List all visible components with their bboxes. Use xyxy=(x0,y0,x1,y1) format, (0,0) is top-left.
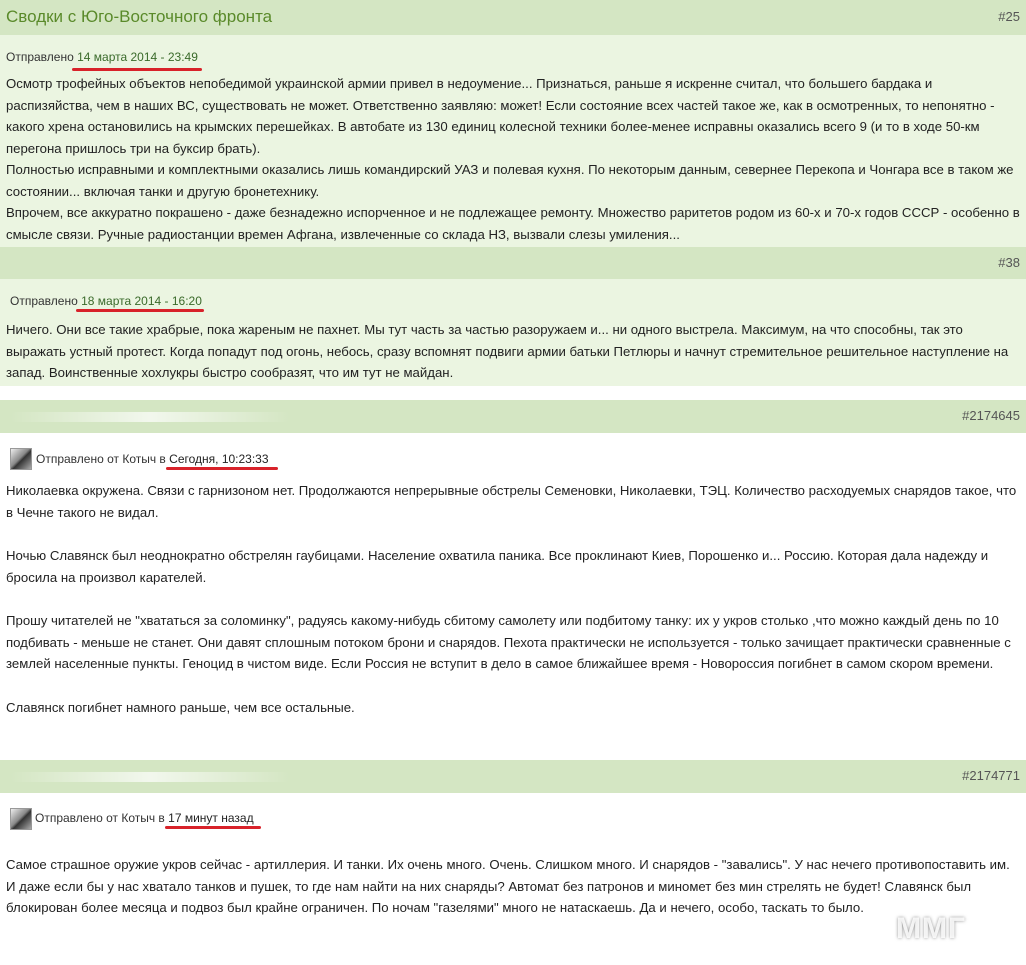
post-paragraph: Славянск погибнет намного раньше, чем все остальные. xyxy=(6,699,355,715)
post-meta-prefix: Отправлено от Котыч в xyxy=(35,811,165,825)
site-watermark: ММГ xyxy=(896,912,966,945)
user-avatar[interactable] xyxy=(10,448,32,470)
post-date: 14 марта 2014 - 23:49 xyxy=(77,50,198,64)
post xyxy=(0,433,1026,760)
post-body xyxy=(6,480,1020,718)
blurred-username xyxy=(10,412,290,422)
topic-title[interactable]: Сводки с Юго-Восточного фронта xyxy=(6,7,273,26)
post-body xyxy=(6,319,1020,384)
post-body xyxy=(6,73,1020,245)
date-underline xyxy=(76,309,204,312)
post-paragraph: Ночью Славянск был неоднократно обстрелян гаубицами. Население охватила паника. Все проклинают Киев, Порошенко и... Россию. Которая дала надежду и бросила на произвол карателей. xyxy=(6,548,989,585)
post-number[interactable]: #25 xyxy=(998,9,1020,24)
date-underline xyxy=(166,467,278,470)
topic-header-bar xyxy=(0,0,1026,35)
post-paragraph: Полностью исправными и комплектными оказались лишь командирский УАЗ и полевая кухня. По некоторым данным, севернее Перекопа и Чонгара все в таком же состоянии... включая танки и другую бронетехнику. xyxy=(6,162,1014,199)
post-meta xyxy=(35,811,254,825)
post-paragraph: Николаевка окружена. Связи с гарнизоном нет. Продолжаются непрерывные обстрелы Семеновки, Николаевки, ТЭЦ. Количество расходуемых снарядов такое, что в Чечне такого не видал. xyxy=(6,483,1017,520)
blurred-username xyxy=(10,772,290,782)
post-header-bar xyxy=(0,247,1026,279)
post-header-bar xyxy=(0,760,1026,793)
post-meta-prefix: Отправлено xyxy=(10,294,78,308)
post-header-bar xyxy=(0,400,1026,433)
post-body xyxy=(6,854,1020,919)
post-meta-prefix: Отправлено xyxy=(6,50,74,64)
user-avatar[interactable] xyxy=(10,808,32,830)
post xyxy=(0,279,1026,386)
post-paragraph: Прошу читателей не "хвататься за соломинку", радуясь какому-нибудь сбитому самолету или подбитому танку: их у укров столько ,что можно каждый день по 10 подбивать - меньше не станет. Они давят сплошным потоком брони и снарядов. Пехота практически не используется - только зачищает практически сравненные с землей населенные пункты. Геноцид в чистом виде. Если Россия не вступит в дело в самое ближайшее время - Новороссия погибнет в самом скором времени. xyxy=(6,613,1011,671)
post-date: 18 марта 2014 - 16:20 xyxy=(81,294,202,308)
post-paragraph: Самое страшное оружие укров сейчас - артиллерия. И танки. Их очень много. Очень. Слишком много. И снарядов - "завались". У нас нечего противопоставить им. И даже если бы у нас хватало танков и пушек, то где нам найти на них снаряды? Автомат без патронов и миномет без мин стрелять не будет! Славянск был блокирован более месяца и подвоз был крайне ограничен. По ночам "газелями" много не натаскаешь. Да и нечего, особо, таскать то было. xyxy=(6,857,1010,915)
post xyxy=(0,35,1026,247)
date-underline xyxy=(72,68,202,71)
post-date: Сегодня, 10:23:33 xyxy=(169,452,269,466)
post-paragraph: Ничего. Они все такие храбрые, пока жареным не пахнет. Мы тут часть за частью разоружаем и... ни одного выстрела. Максимум, на что способны, так это выражать устный протест. Когда попадут под огонь, небось, сразу вспомнят подвиги армии батьки Петлюры и начнут стремительное решительное наступление на запад. Воинственные хохлукры быстро сообразят, что им тут не майдан. xyxy=(6,322,1009,380)
post-meta xyxy=(10,294,202,308)
post-date: 17 минут назад xyxy=(168,811,254,825)
post-meta xyxy=(36,452,269,466)
post-paragraph: Впрочем, все аккуратно покрашено - даже безнадежно испорченное и не подлежащее ремонту. Множество раритетов родом из 60-х и 70-х годов СССР - особенно в смысле связи. Ручные радиостанции времен Афгана, извлеченные со склада НЗ, вызвали слезы умиления... xyxy=(6,205,1020,242)
post-number[interactable]: #2174645 xyxy=(962,408,1020,423)
post xyxy=(0,793,1026,965)
post-meta-prefix: Отправлено от Котыч в xyxy=(36,452,166,466)
post-number[interactable]: #38 xyxy=(998,255,1020,270)
post-number[interactable]: #2174771 xyxy=(962,768,1020,783)
post-meta xyxy=(6,50,198,64)
post-paragraph: Осмотр трофейных объектов непобедимой украинской армии привел в недоумение... Признаться, раньше я искренне считал, что большего бардака и распизяйства, чем в наших ВС, существовать не может. Ответственно заявляю: может! Если состояние всех частей такое же, как в осмотренных, то непонятно - какого хрена остановились на крымских перешейках. В автобате из 130 единиц колесной техники более-менее исправны оказались всего 9 (и то в ходе 50-км перегона пришлось три на буксир брать). xyxy=(6,76,995,156)
date-underline xyxy=(165,826,261,829)
